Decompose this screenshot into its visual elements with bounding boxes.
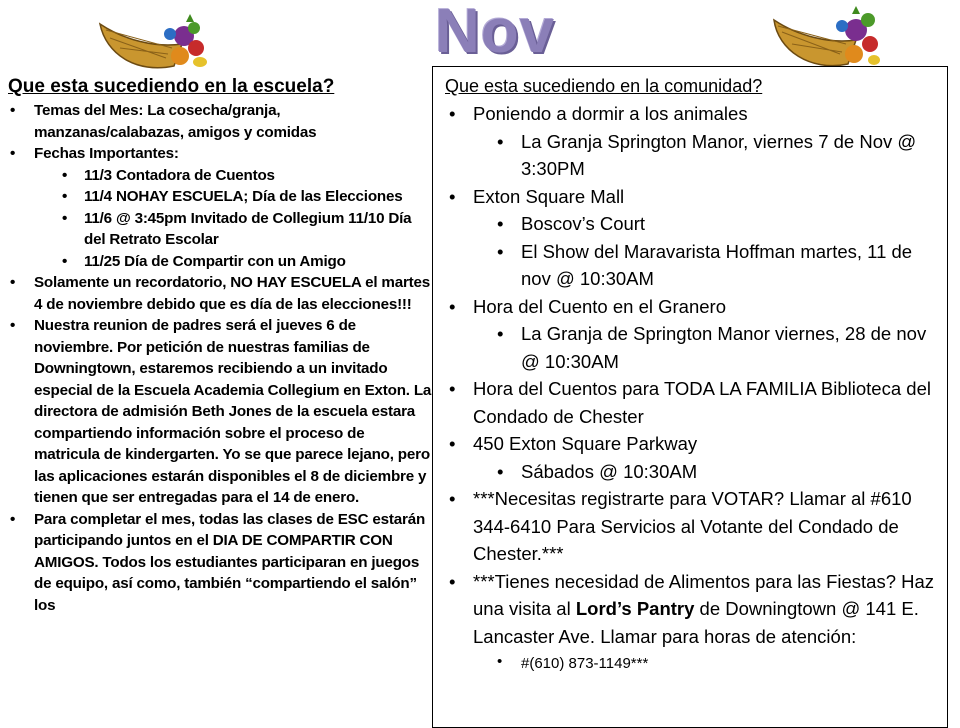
pantry-text-after: de Downingtown @ 141 E. Lancaster Ave. Llamar para horas de atención: bbox=[473, 598, 919, 647]
school-news-list bbox=[8, 100, 432, 616]
community-subitem: • La Granja de Springton Manor viernes, 28 de nov @ 10:30AM bbox=[443, 320, 939, 375]
community-item: • Hora del Cuento en el Granero bbox=[443, 293, 939, 321]
community-news-heading: Que esta sucediendo en la comunidad? bbox=[445, 76, 763, 96]
community-item: • Exton Square Mall bbox=[443, 183, 939, 211]
community-subitem: • #(610) 873-1149*** bbox=[443, 650, 939, 676]
school-news-heading: Que esta sucediendo en la escuela? bbox=[8, 76, 335, 97]
school-news-item: • Fechas Importantes: bbox=[8, 143, 432, 165]
community-item bbox=[443, 568, 939, 651]
pantry-text-before: ***Tienes necesidad de Alimentos para las Fiestas? Haz una visita al bbox=[473, 570, 935, 619]
community-subitem: • Boscov’s Court bbox=[443, 210, 939, 238]
page-title: Nov bbox=[435, 0, 556, 66]
school-news-item: • Temas del Mes: La cosecha/granja, manzanas/calabazas, amigos y comidas bbox=[8, 100, 432, 143]
community-subitem: • Sábados @ 10:30AM bbox=[443, 458, 939, 486]
school-news-item: • Para completar el mes, todas las clases de ESC estarán participando juntos en el DIA DE COMPARTIR CON AMIGOS. Todos los estudiantes participaran en juegos de equipo, así como, también “compartiendo el salón” los bbox=[8, 509, 432, 617]
important-date-item: • 11/6 @ 3:45pm Invitado de Collegium 11/10 Día del Retrato Escolar bbox=[8, 208, 432, 251]
cornucopia-icon bbox=[96, 14, 208, 80]
community-item: • Poniendo a dormir a los animales bbox=[443, 100, 939, 128]
school-news-item: • Nuestra reunion de padres será el jueves 6 de noviembre. Por petición de nuestras familias de Downingtown, estaremos recibiendo a un invitado especial de la Escuela Academia Collegium en Exton. La directora de admisión Beth Jones de la escuela estara compartiendo información sobre el proceso de matricula de kindergarten. Yo se que parece lejano, pero las aplicaciones estarán disponibles el 8 de diciembre y tienen que ser entregadas para el 14 de enero. bbox=[8, 315, 432, 509]
community-item: • ***Necesitas registrarte para VOTAR? Llamar al #610 344-6410 Para Servicios al Votante del Condado de Chester.*** bbox=[443, 485, 939, 568]
important-date-item: • 11/3 Contadora de Cuentos bbox=[8, 165, 432, 187]
school-news-column bbox=[8, 76, 432, 720]
community-news-list bbox=[443, 100, 939, 676]
school-news-item: • Solamente un recordatorio, NO HAY ESCUELA el martes 4 de noviembre debido que es día de las elecciones!!! bbox=[8, 272, 432, 315]
community-subitem: • La Granja Springton Manor, viernes 7 de Nov @ 3:30PM bbox=[443, 128, 939, 183]
pantry-name: Lord’s Pantry bbox=[575, 598, 695, 619]
community-subitem: • El Show del Maravarista Hoffman martes, 11 de nov @ 10:30AM bbox=[443, 238, 939, 293]
community-item: • 450 Exton Square Parkway bbox=[443, 430, 939, 458]
important-date-item: • 11/4 NOHAY ESCUELA; Día de las Elecciones bbox=[8, 186, 432, 208]
community-news-box bbox=[432, 66, 948, 728]
community-item: • Hora del Cuentos para TODA LA FAMILIA Biblioteca del Condado de Chester bbox=[443, 375, 939, 430]
important-date-item: • 11/25 Día de Compartir con un Amigo bbox=[8, 251, 432, 273]
